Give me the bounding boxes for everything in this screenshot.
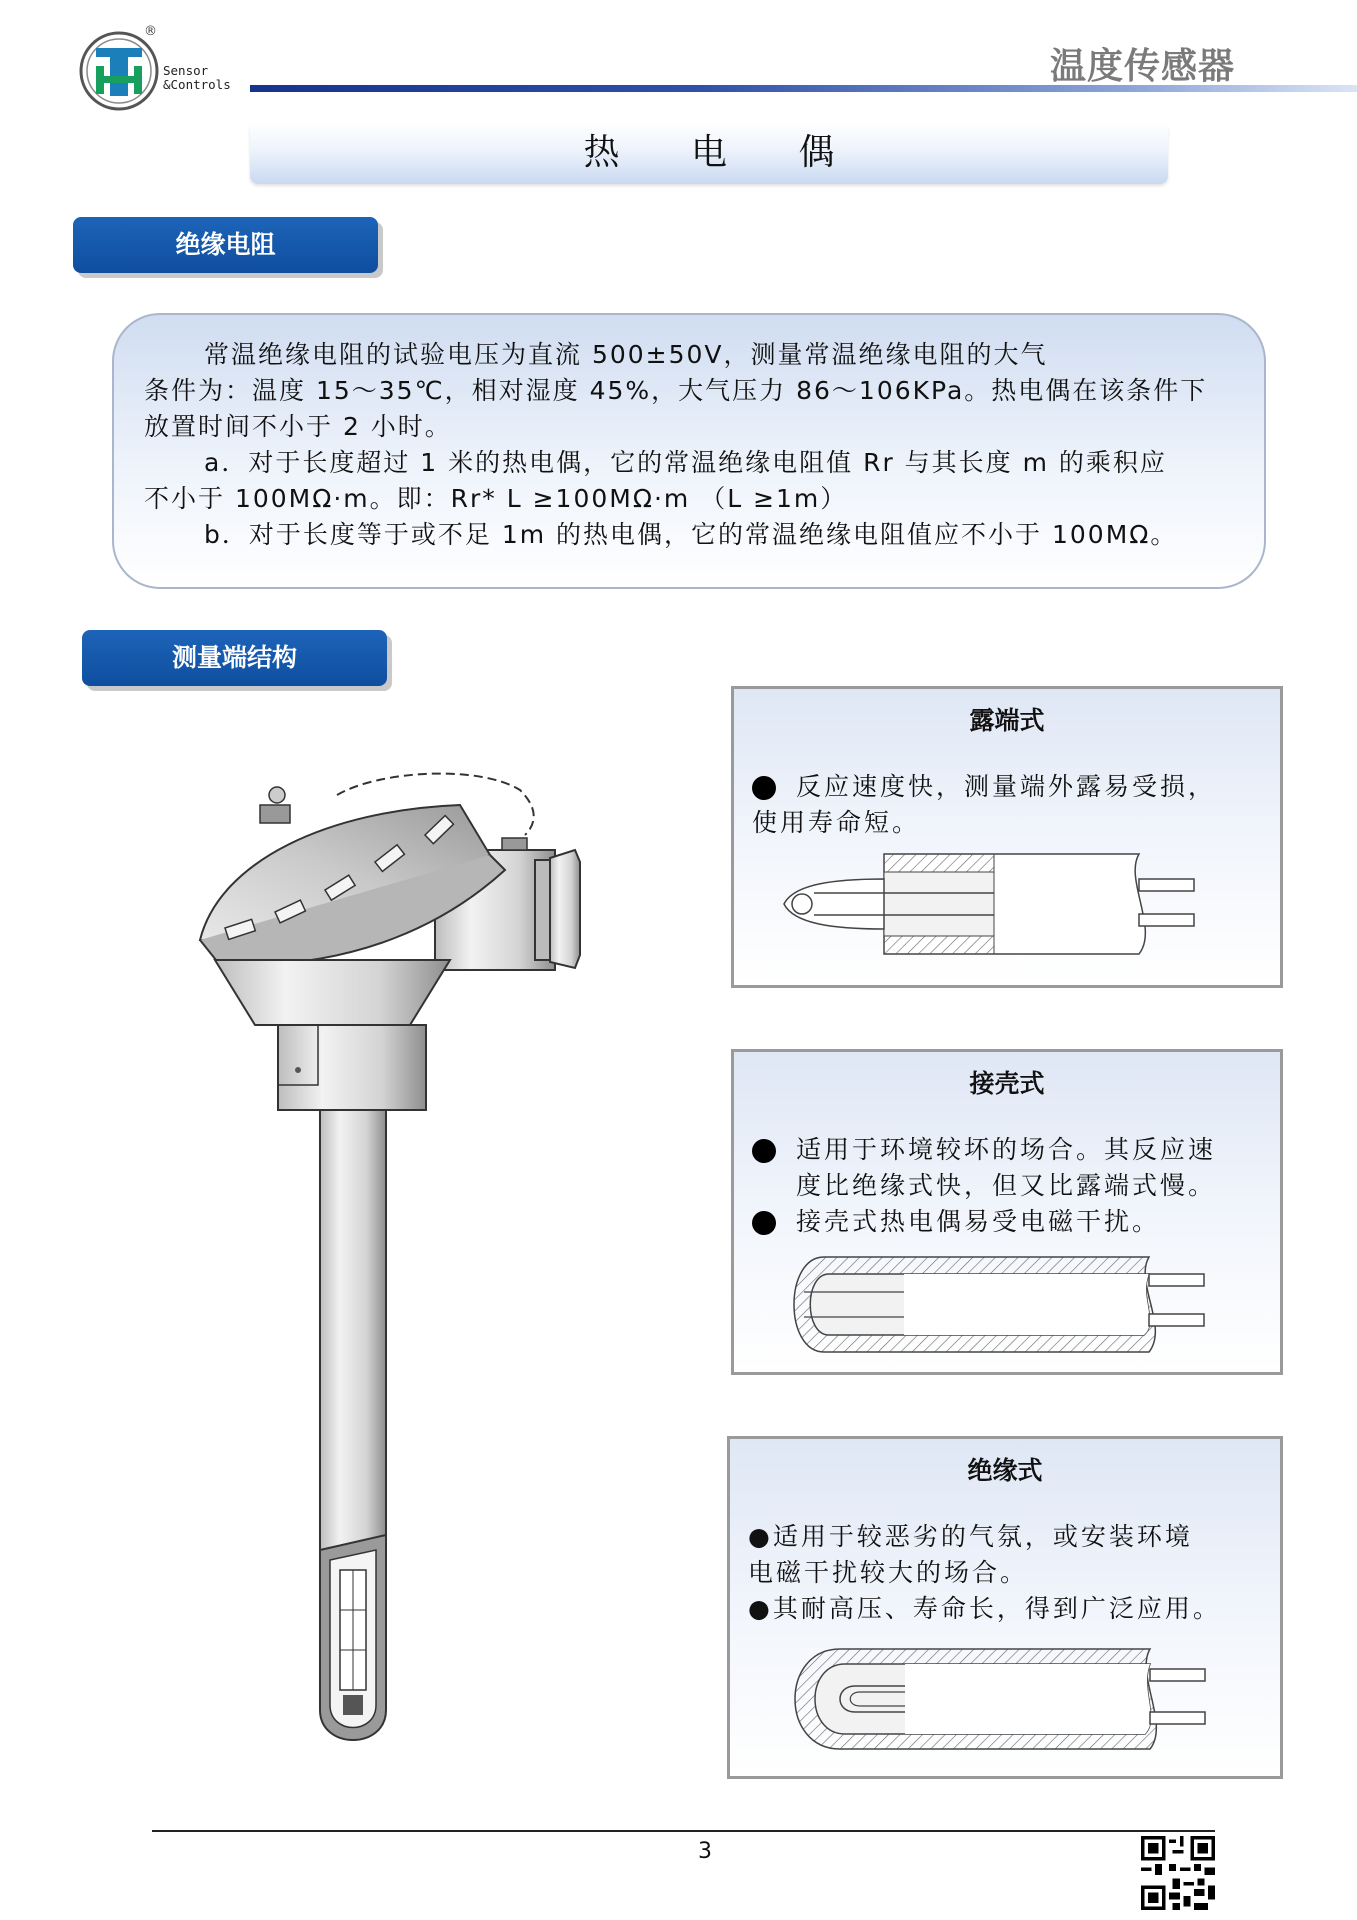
- panel-line: ●其耐高压、寿命长，得到广泛应用。: [748, 1594, 1221, 1623]
- panel-line: 适用于环境较坏的场合。其反应速: [796, 1135, 1217, 1164]
- insulation-line-2: 条件为：温度 15～35℃，相对湿度 45%，大气压力 86～106KPa。热电偶在该条件下: [144, 376, 1208, 405]
- bullet-icon: [752, 1211, 776, 1235]
- insulation-line-1: 常温绝缘电阻的试验电压为直流 500±50V，测量常温绝缘电阻的大气: [204, 340, 1048, 369]
- section-tab-measuring-end: 测量端结构: [82, 630, 387, 686]
- panel-line: 接壳式热电偶易受电磁干扰。: [796, 1207, 1161, 1236]
- registered-mark: ®: [144, 24, 157, 39]
- bullet-icon: [752, 776, 776, 800]
- bullet-icon: [752, 1139, 776, 1163]
- title-banner: [250, 122, 1168, 184]
- category-title: 温度传感器: [1050, 46, 1236, 87]
- exposed-junction-diagram: [774, 849, 1244, 959]
- panel-exposed-junction: [731, 686, 1283, 988]
- insulation-text-box: [112, 313, 1266, 589]
- panel-title: 接壳式: [969, 1069, 1045, 1098]
- insulation-line-6: b．对于长度等于或不足 1m 的热电偶，它的常温绝缘电阻值应不小于 100MΩ。: [204, 520, 1178, 549]
- panel-title: 露端式: [969, 706, 1045, 735]
- company-logo: [78, 30, 160, 112]
- insulation-line-5: 不小于 100MΩ·m。即：Rr* L ≥100MΩ·m （L ≥1m）: [144, 484, 848, 513]
- panel-title: 绝缘式: [967, 1456, 1043, 1485]
- qr-code-icon: [1141, 1836, 1215, 1910]
- panel-line: 使用寿命短。: [752, 808, 921, 837]
- insulated-junction-diagram: [775, 1644, 1255, 1754]
- insulation-line-4: a．对于长度超过 1 米的热电偶，它的常温绝缘电阻值 Rr 与其长度 m 的乘积应: [204, 448, 1167, 477]
- panel-line: 反应速度快，测量端外露易受损，: [796, 772, 1217, 801]
- thermocouple-illustration: [180, 750, 600, 1770]
- panel-grounded-junction: [731, 1049, 1283, 1375]
- page-number: 3: [698, 1839, 712, 1864]
- brand-line-1: Sensor: [163, 63, 209, 78]
- footer-rule: [152, 1830, 1215, 1832]
- panel-insulated-junction: [727, 1436, 1283, 1779]
- panel-line: ●适用于较恶劣的气氛，或安装环境: [748, 1522, 1193, 1551]
- panel-line: 度比绝缘式快，但又比露端式慢。: [796, 1171, 1217, 1200]
- panel-line: 电磁干扰较大的场合。: [748, 1558, 1029, 1587]
- section-tab-insulation: 绝缘电阻: [73, 217, 378, 273]
- brand-line-2: &Controls: [163, 77, 231, 92]
- grounded-junction-diagram: [774, 1252, 1254, 1357]
- brand-text: [163, 64, 231, 92]
- page-title: 热 电 偶: [583, 132, 865, 173]
- insulation-line-3: 放置时间不小于 2 小时。: [144, 412, 452, 441]
